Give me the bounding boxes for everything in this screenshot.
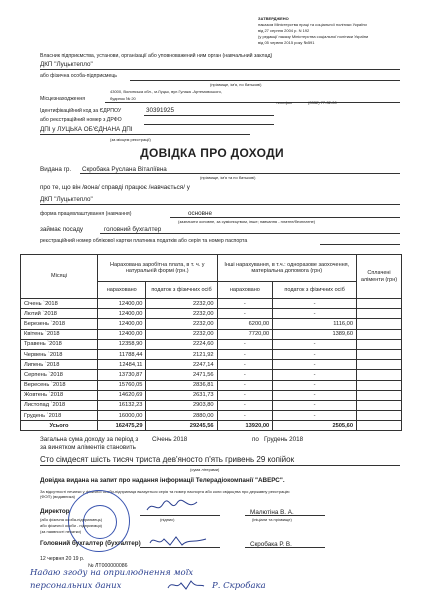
alimony-cell [357, 309, 402, 319]
alimony-cell [357, 400, 402, 410]
accrued-cell: 12400,00 [98, 309, 146, 319]
document-number: № ЛТ000000086 [88, 563, 128, 569]
other-tax-cell: - [273, 390, 357, 400]
director-signature [145, 498, 200, 516]
issued-for: Довідка видана на запит про надання інформації Телерадіокомпанії "АВЕРС". [40, 477, 285, 484]
director-label: Директор [40, 508, 70, 515]
amount-hint: (сума літерами) [190, 467, 220, 472]
address-value: 43000, Волинська обл., м.Луцьк, вул.Гулака -Артемовського, [110, 89, 223, 94]
accrued-cell: 15760,05 [98, 380, 146, 390]
alimony-cell [357, 339, 402, 349]
handwritten-consent: Надаю згоду на оприлюднення моїх [30, 568, 194, 578]
edrpou-value: 30391925 [146, 107, 175, 114]
total-tax: 29245,56 [146, 421, 217, 431]
address-label: Місцезнаходження [40, 96, 86, 102]
total-other-tax: 2505,60 [273, 421, 357, 431]
position-label: займає посаду [40, 226, 84, 233]
table-row [21, 349, 402, 359]
income-table [20, 254, 402, 431]
approval-title: ЗАТВЕРДЖЕНО [258, 16, 289, 21]
accrued-cell: 14620,69 [98, 390, 146, 400]
works-organization: ДКП "Луцьктепло" [40, 196, 93, 203]
month-cell: Січень `2018 [21, 299, 98, 309]
other-accrued-cell: - [217, 360, 273, 370]
drfo-label: або реєстраційний номер з ДРФО [40, 117, 122, 123]
organization-name: ДКП "Луцьктепло" [40, 61, 93, 68]
total-other: 13920,00 [217, 421, 273, 431]
table-row [21, 390, 402, 400]
accrued-cell: 12484,11 [98, 360, 146, 370]
table-row [21, 360, 402, 370]
other-tax-cell: - [273, 299, 357, 309]
other-accrued-cell: - [217, 400, 273, 410]
approval-line: (у редакції наказу Міністерства соціальної політики України [258, 34, 369, 39]
total-accrued: 162475,29 [98, 421, 146, 431]
dpi-hint: (за місцем реєстрації) [110, 137, 151, 142]
alimony-cell [357, 299, 402, 309]
table-row [21, 400, 402, 410]
period-to: Грудень 2018 [264, 436, 304, 443]
alimony-cell [357, 319, 402, 329]
header-month: Місяці [21, 255, 98, 299]
table-row [21, 411, 402, 421]
registration-label: реєстраційний номер облікової картки платника податків або серія та номер паспорта [40, 238, 248, 244]
month-cell: Вересень `2018 [21, 380, 98, 390]
month-cell: Жовтень `2018 [21, 390, 98, 400]
other-tax-cell: - [273, 411, 357, 421]
individual-label: або фізична особа-підприємець [40, 73, 118, 79]
tax-cell: 2224,60 [146, 339, 217, 349]
tax-cell: 2836,81 [146, 380, 217, 390]
tax-cell: 2232,00 [146, 299, 217, 309]
table-row [21, 339, 402, 349]
header-other-tax: податок з фізичних осіб [273, 282, 357, 299]
director-hint: (ініціали та прізвище) [252, 517, 292, 522]
tax-cell: 2631,73 [146, 390, 217, 400]
month-cell: Лютий `2018 [21, 309, 98, 319]
alimony-cell [357, 380, 402, 390]
alimony-cell [357, 411, 402, 421]
other-accrued-cell: 6200,00 [217, 319, 273, 329]
total-alimony [357, 421, 402, 431]
tax-cell: 2880,00 [146, 411, 217, 421]
phone-value: (0332) 77-32-00 [308, 100, 337, 105]
month-cell: Червень `2018 [21, 349, 98, 359]
name-hint: (прізвище, ім'я, по батькові) [210, 82, 262, 87]
alimony-cell [357, 390, 402, 400]
accrued-cell: 12400,00 [98, 299, 146, 309]
header-salary: Нарахована заробітна плата, в т. ч. у натуральній формі (грн.) [98, 255, 218, 282]
form-label: форма працевлаштування (навчання) [40, 211, 132, 217]
alimony-cell [357, 349, 402, 359]
other-tax-cell: - [273, 360, 357, 370]
other-tax-cell: - [273, 349, 357, 359]
other-tax-cell: - [273, 400, 357, 410]
period-label-2: за винятком аліментів становить [40, 444, 136, 451]
header-tax: податок з фізичних осіб [146, 282, 217, 299]
sign-note: (ФОП) (видавника) [40, 494, 76, 499]
other-accrued-cell: - [217, 411, 273, 421]
alimony-cell [357, 370, 402, 380]
approval-line: від 05 червня 2015 року №591 [258, 40, 315, 45]
accrued-cell: 12400,00 [98, 319, 146, 329]
address-value: будинок № 20 [110, 96, 136, 101]
other-accrued-cell: - [217, 380, 273, 390]
accrued-cell: 13730,87 [98, 370, 146, 380]
issued-hint: (прізвище, ім'я та по батькові) [200, 175, 256, 180]
header-accrued: нараховано [98, 282, 146, 299]
month-cell: Квітень `2018 [21, 329, 98, 339]
accrued-cell: 11788,44 [98, 349, 146, 359]
month-cell: Серпень `2018 [21, 370, 98, 380]
table-row [21, 380, 402, 390]
total-label: Усього [21, 421, 98, 431]
header-other: Інші нарахування, в т.ч.: одноразове заохочення, матеріальна допомога (грн) [217, 255, 356, 282]
issued-name: Скробака Руслана Віталіївна [82, 166, 167, 173]
period-label: Загальна сума доходу за період з [40, 436, 139, 443]
date-value: 12 червня 20 19 р. [40, 556, 85, 562]
edrpou-label: Ідентифікаційний код за ЄДРПОУ [40, 108, 122, 114]
form-hint: (зазначити основне, за сумісництвом, інше; навчання - платне/безплатне) [178, 219, 316, 224]
period-to-label: по [252, 436, 259, 443]
phone-label: телефон [276, 100, 293, 105]
amount-in-words: Сто сімдесят шість тисяч триста дев'яносто п'ять гривень 29 копійок [40, 455, 295, 464]
dpi-value: ДПІ у ЛУЦЬКА ОБ'ЄДНАНА ДПІ [40, 126, 133, 133]
tax-cell: 2903,80 [146, 400, 217, 410]
table-row [21, 329, 402, 339]
director-hint: (або фізична особа-підприємець) [40, 517, 103, 522]
tax-cell: 2121,92 [146, 349, 217, 359]
header-other-accrued: нараховано [217, 282, 273, 299]
accountant-label: Головний бухгалтер (бухгалтер) [40, 540, 141, 547]
document-title: ДОВІДКА ПРО ДОХОДИ [140, 146, 284, 160]
table-row [21, 370, 402, 380]
other-accrued-cell: - [217, 349, 273, 359]
other-tax-cell: - [273, 380, 357, 390]
table-row [21, 299, 402, 309]
tax-cell: 2232,00 [146, 309, 217, 319]
accrued-cell: 16000,00 [98, 411, 146, 421]
other-accrued-cell: 7720,00 [217, 329, 273, 339]
tax-cell: 2471,56 [146, 370, 217, 380]
works-text: про те, що він /вона/ справді працює /навчається/ у [40, 184, 190, 191]
handwritten-signature [166, 578, 206, 592]
tax-cell: 2247,14 [146, 360, 217, 370]
alimony-cell [357, 329, 402, 339]
month-cell: Березень `2018 [21, 319, 98, 329]
issued-label: Видана гр. [40, 166, 72, 173]
other-tax-cell: - [273, 339, 357, 349]
tax-cell: 2232,00 [146, 319, 217, 329]
handwritten-name: Р. Скробака [212, 581, 266, 591]
seal-note: (за наявності печатки) [40, 529, 82, 534]
tax-cell: 2232,00 [146, 329, 217, 339]
director-name: Малютіна В. А. [250, 509, 294, 516]
director-hint: (підпис) [160, 517, 175, 522]
other-accrued-cell: - [217, 370, 273, 380]
header-alimony: Сплачені аліменти (грн) [357, 255, 402, 299]
approval-line: від 27 серпня 2004 р. N 192 [258, 28, 310, 33]
other-tax-cell: - [273, 309, 357, 319]
position-value: головний бухгалтер [104, 226, 162, 233]
other-tax-cell: 1389,60 [273, 329, 357, 339]
fop-note: або фізичної особи - підприємця) [40, 523, 103, 528]
approval-line: наказом Міністерства праці та соціальної політики України [258, 22, 367, 27]
month-cell: Травень `2018 [21, 339, 98, 349]
table-row [21, 309, 402, 319]
other-accrued-cell: - [217, 339, 273, 349]
form-value: основне [188, 210, 212, 217]
table-row [21, 319, 402, 329]
month-cell: Липень `2018 [21, 360, 98, 370]
sign-note: За відсутності печатки у фізичної особи-підприємця вказується серія та номер паспорта або коли свідоцтва про державну реєстрацію [40, 489, 290, 494]
other-tax-cell: - [273, 370, 357, 380]
handwritten-consent: персональних даних [30, 581, 122, 591]
accrued-cell: 12400,00 [98, 329, 146, 339]
month-cell: Грудень `2018 [21, 411, 98, 421]
other-accrued-cell: - [217, 299, 273, 309]
accrued-cell: 16132,23 [98, 400, 146, 410]
period-from: Січень 2018 [152, 436, 188, 443]
owner-label: Власник підприємства, установи, організації або уповноважений ним орган (навчальний заклад) [40, 53, 273, 59]
other-accrued-cell: - [217, 309, 273, 319]
accountant-name: Скробака Р. В. [250, 541, 292, 548]
month-cell: Листопад `2018 [21, 400, 98, 410]
other-tax-cell: 1116,00 [273, 319, 357, 329]
other-accrued-cell: - [217, 390, 273, 400]
accrued-cell: 12358,90 [98, 339, 146, 349]
alimony-cell [357, 360, 402, 370]
